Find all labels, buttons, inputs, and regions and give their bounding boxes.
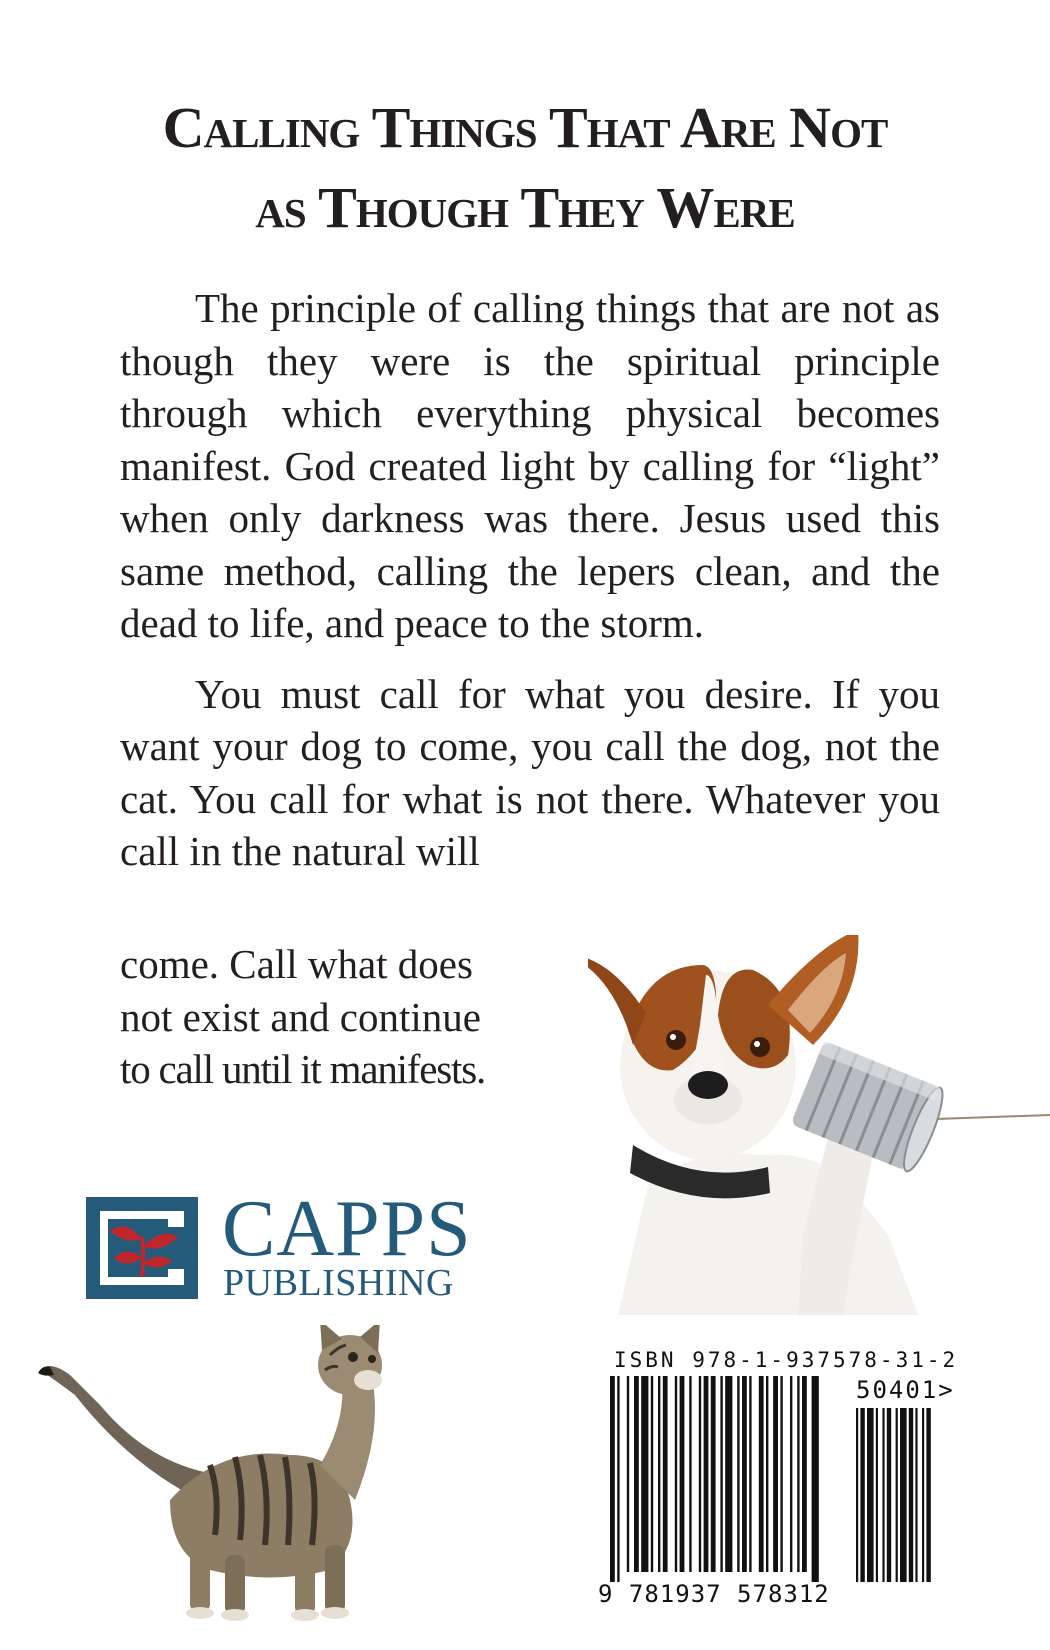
addon-bar [856,1408,858,1582]
tabby-cat-icon [20,1325,420,1625]
barcode-bars [594,1336,954,1616]
blurb [120,282,940,878]
barcode-bar [663,1376,668,1572]
barcode-bar [699,1376,701,1572]
barcode-digits: 9 781937 578312 [598,1580,830,1608]
isbn-barcode [594,1336,959,1616]
barcode-bar [742,1376,747,1572]
barcode-bar [689,1376,691,1572]
addon-bar [922,1408,924,1582]
addon-bar [896,1408,898,1582]
barcode-bar [675,1376,677,1572]
addon-bar [909,1408,913,1582]
wrap-line-3: to call until it manifests. [120,1046,486,1092]
leaf-logo-icon [86,1197,198,1299]
barcode-bar [680,1376,685,1572]
barcode-bar [790,1376,792,1572]
barcode-bar [802,1376,807,1572]
barcode-bar [720,1376,722,1572]
barcode-bar [812,1376,819,1582]
addon-bar [926,1408,930,1582]
addon-bar [860,1408,864,1582]
isbn-label: ISBN 978-1-937578-31-2 [614,1348,959,1372]
barcode-bar [704,1376,709,1572]
addon-bar [915,1408,917,1582]
barcode-bar [749,1376,751,1572]
addon-bar [900,1408,907,1582]
dog-with-tin-can-phone-icon [588,935,1050,1315]
price-code: 50401> [856,1376,955,1404]
addon-bar [867,1408,874,1582]
blurb-paragraph-1: The principle of calling things that are not as though they were is the spiritual principle through which everything physical becomes manifest. God created light by calling for “light” when only darkness was there. Jesus used this same method, calling the lepers clean, and the dead to life, and peace to the storm. [120,285,940,646]
barcode-bar [651,1376,653,1572]
barcode-bar [634,1376,639,1572]
wrap-line-1: come. Call what does [120,941,473,987]
title-line-1: Calling Things That Are Not [162,95,888,160]
barcode-bar [766,1376,768,1572]
addon-bar [882,1408,884,1582]
barcode-bar [773,1376,778,1572]
blurb-paragraph-2: You must call for what you desire. If you want your dog to come, you call the dog, not the cat. You call for what is not there. Whatever you call in the natural will [120,670,940,874]
barcode-bar [737,1376,739,1572]
barcode-bar [627,1376,629,1572]
blurb-wrap-text [120,938,560,1096]
barcode-bar [725,1376,732,1572]
barcode-bar [711,1376,716,1572]
barcode-bar [658,1376,660,1572]
barcode-bar [617,1376,619,1582]
publisher-name: CAPPS [222,1185,472,1273]
addon-bar [887,1408,891,1582]
title-line-2: as Though They Were [255,175,795,240]
barcode-bar [797,1376,799,1572]
barcode-bar [780,1376,782,1572]
publisher-logo [86,1185,506,1304]
publisher-subtitle: PUBLISHING [223,1262,454,1304]
barcode-bar [610,1376,615,1582]
barcode-bar [641,1376,648,1572]
wrap-line-2: not exist and continue [120,993,481,1040]
addon-bar [876,1408,878,1582]
cover-title [60,88,990,248]
barcode-bar [759,1376,764,1572]
